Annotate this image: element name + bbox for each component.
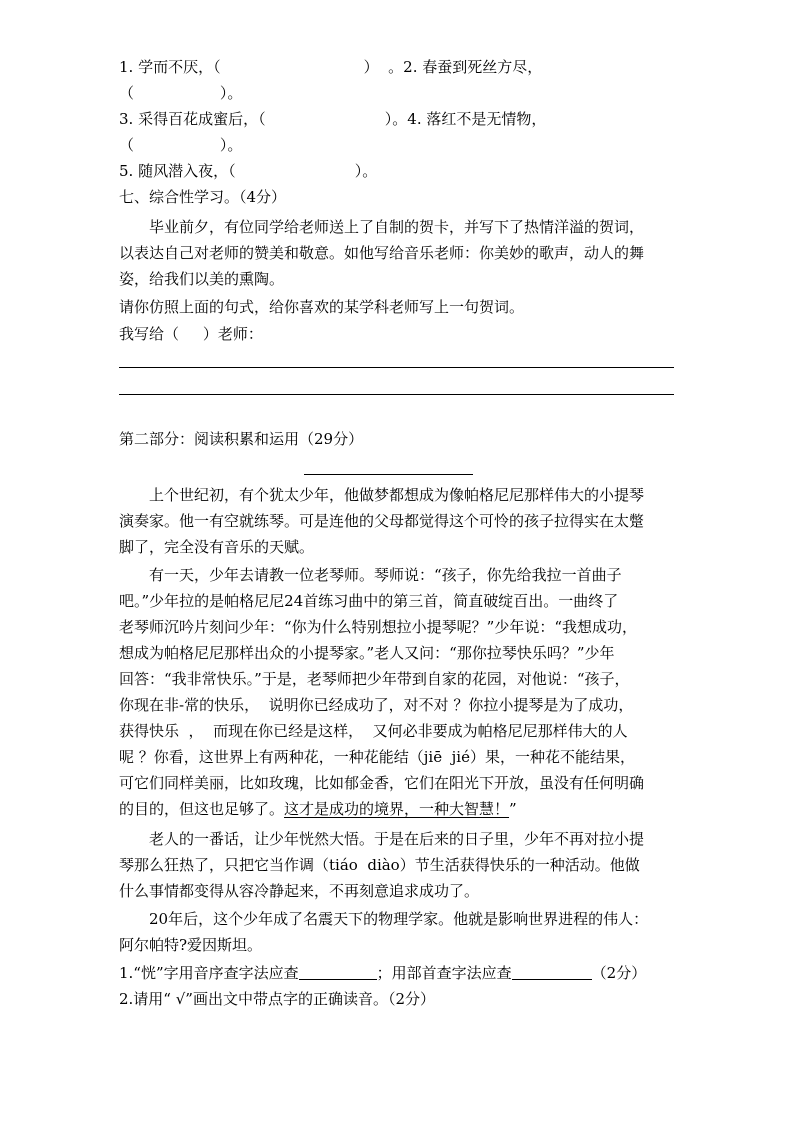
passage-line: 想成为帕格尼尼那样出众的小提琴家。”老人又问：“那你拉琴快乐吗？”少年 bbox=[119, 644, 615, 662]
passage-line: 脚了，完全没有音乐的天赋。 bbox=[119, 538, 315, 556]
answer-line[interactable] bbox=[119, 367, 674, 368]
passage-line: 呢 ？你看，这世界上有两种花，一种花能结（jiē jié）果，一种花不能结果， bbox=[119, 748, 635, 766]
answer-blank[interactable] bbox=[299, 964, 377, 980]
part-2-heading: 第二部分：阅读积累和运用（29分） bbox=[119, 430, 364, 448]
section-7-instruction: 请你仿照上面的句式，给你喜欢的某学科老师写上一句贺词。 bbox=[119, 298, 525, 316]
passage-line: 可它们同样美丽，比如玫瑰，比如郁金香，它们在阳光下开放，虽没有任何明确 bbox=[119, 774, 645, 792]
passage-line: 你现在非-常的快乐， 说明你已经成功了，对不对 ？你拉小提琴是为了成功， bbox=[119, 696, 634, 714]
fill-line-3: 3. 采得百花成蜜后，（ ）。4. 落红不是无情物， bbox=[119, 110, 547, 128]
passage-line: 20年后，这个少年成了名震天下的物理学家。他就是影响世界进程的伟人： bbox=[149, 910, 649, 928]
section-7-paragraph-line: 姿，给我们以美的熏陶。 bbox=[119, 270, 285, 288]
passage-line: 获得快乐 ， 而现在你已经是这样， 又何必非要成为帕格尼尼那样伟大的人 bbox=[119, 722, 628, 740]
section-7-title: 七、综合性学习。（4分） bbox=[119, 188, 287, 206]
passage-line: 的目的，但这也足够了。这才是成功的境界，一种大智慧！” bbox=[119, 800, 517, 818]
passage-title-blank[interactable] bbox=[304, 474, 473, 475]
fill-line-4: （ ）。 bbox=[119, 136, 243, 154]
passage-line: 老琴师沉吟片刻问少年：“你为什么特别想拉小提琴呢？”少年说：“我想成功， bbox=[119, 618, 638, 636]
passage-line: 演奏家。他一有空就练琴。可是连他的父母都觉得这个可怜的孩子拉得实在太蹩 bbox=[119, 512, 645, 530]
passage-line: 老人的一番话，让少年恍然大悟。于是在后来的日子里，少年不再对拉小提 bbox=[149, 830, 645, 848]
section-7-answer-prompt: 我写给（ ）老师： bbox=[119, 325, 263, 343]
question-2: 2.请用“ √”画出文中带点字的正确读音。（2分） bbox=[119, 990, 436, 1008]
passage-line: 琴那么狂热了，只把它当作调（tiáo diào）节生活获得快乐的一种活动。他做 bbox=[119, 856, 640, 874]
passage-line: 回答：“我非常快乐。”于是，老琴师把少年带到自家的花园，对他说：“孩子， bbox=[119, 670, 630, 688]
fill-line-1: 1. 学而不厌，（ ） 。2. 春蚕到死丝方尽， bbox=[119, 58, 543, 76]
underlined-sentence: 这才是成功的境界，一种大智慧！ bbox=[284, 800, 510, 818]
question-1: 1.“恍”字用音序查字法应查 ；用部首查字法应查 （2分） bbox=[119, 964, 647, 982]
section-7-paragraph-line: 以表达自己对老师的赞美和敬意。如他写给音乐老师：你美妙的歌声，动人的舞 bbox=[119, 244, 645, 262]
passage-line: 吧。”少年拉的是帕格尼尼24首练习曲中的第三首，简直破绽百出。一曲终了 bbox=[119, 592, 619, 610]
passage-line: 阿尔帕特?爱因斯坦。 bbox=[119, 936, 263, 954]
answer-blank[interactable] bbox=[512, 964, 592, 980]
passage-line: 什么事情都变得从容冷静起来，不再刻意追求成功了。 bbox=[119, 882, 480, 900]
answer-line[interactable] bbox=[119, 394, 674, 395]
section-7-paragraph-line: 毕业前夕，有位同学给老师送上了自制的贺卡，并写下了热情洋溢的贺词， bbox=[149, 218, 645, 236]
passage-line: 有一天，少年去请教一位老琴师。琴师说：“孩子，你先给我拉一首曲子 bbox=[149, 566, 622, 584]
fill-line-2: （ ）。 bbox=[119, 84, 243, 102]
fill-line-5: 5. 随风潜入夜，（ ）。 bbox=[119, 162, 378, 180]
passage-line: 上个世纪初，有个犹太少年，他做梦都想成为像帕格尼尼那样伟大的小提琴 bbox=[149, 486, 645, 504]
